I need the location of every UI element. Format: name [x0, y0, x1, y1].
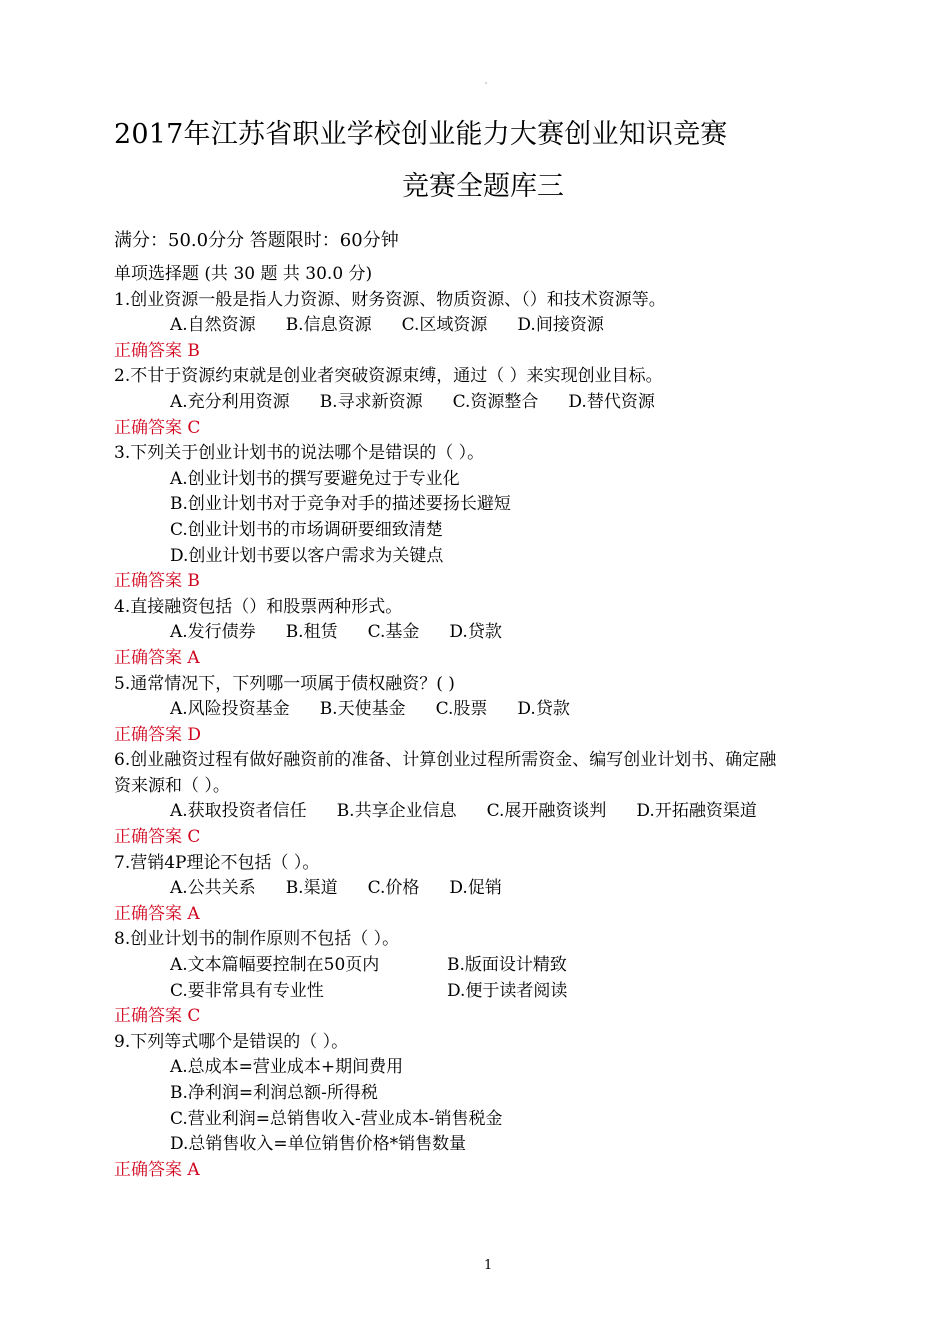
question-6-line-1: 6.创业融资过程有做好融资前的准备、计算创业过程所需资金、编写创业计划书、确定融 — [114, 750, 777, 771]
option-c: C.价格 — [367, 878, 420, 899]
question-6-options — [114, 799, 874, 825]
option-a: A.获取投资者信任 — [170, 801, 307, 822]
answer-2: 正确答案 C — [114, 417, 201, 438]
option-c: C.创业计划书的市场调研要细致清楚 — [170, 519, 443, 540]
question-6-line-2: 资来源和（ ）。 — [114, 775, 230, 796]
option-d: D.总销售收入=单位销售价格*销售数量 — [170, 1134, 467, 1155]
question-3: 3.下列关于创业计划书的说法哪个是错误的（ ）。 — [114, 443, 485, 464]
option-b: B.租赁 — [285, 622, 338, 643]
question-4: 4.直接融资包括（）和股票两种形式。 — [114, 596, 403, 617]
option-b: B.净利润=利润总额-所得税 — [170, 1083, 378, 1103]
option-a: A.风险投资基金 — [170, 699, 290, 720]
exam-meta: 满分：50.0分分 答题限时：60分钟 — [114, 230, 399, 251]
option-d: D.创业计划书要以客户需求为关键点 — [170, 545, 444, 566]
question-9: 9.下列等式哪个是错误的（ ）。 — [114, 1031, 349, 1052]
answer-6: 正确答案 C — [114, 827, 201, 848]
option-c: C.资源整合 — [452, 391, 539, 412]
option-a: A.公共关系 — [170, 878, 256, 899]
question-1: 1.创业资源一般是指人力资源、财务资源、物质资源、（）和技术资源等。 — [114, 289, 666, 310]
scan-dot — [485, 82, 487, 84]
answer-1: 正确答案 B — [114, 340, 200, 361]
document-subtitle: 竞赛全题库三 — [402, 171, 564, 202]
option-b: B.信息资源 — [285, 315, 372, 336]
answer-4: 正确答案 A — [114, 647, 200, 668]
question-5: 5.通常情况下，下列哪一项属于债权融资？( ) — [114, 673, 455, 694]
option-a: A.创业计划书的撰写要避免过于专业化 — [170, 468, 460, 489]
option-c: C.要非常具有专业性 — [170, 980, 324, 1001]
option-b: B.版面设计精致 — [447, 955, 567, 976]
answer-8: 正确答案 C — [114, 1006, 201, 1027]
option-d: D.贷款 — [517, 699, 570, 720]
page-number: 1 — [484, 1258, 493, 1273]
question-2-options — [114, 390, 874, 416]
option-d: D.便于读者阅读 — [447, 980, 568, 1001]
question-8-options — [114, 953, 874, 1004]
option-b: B.创业计划书对于竞争对手的描述要扬长避短 — [170, 494, 511, 515]
question-list — [114, 262, 874, 1183]
answer-5: 正确答案 D — [114, 724, 202, 745]
question-2: 2.不甘于资源约束就是创业者突破资源束缚，通过（ ）来实现创业目标。 — [114, 366, 663, 387]
option-c: C.基金 — [367, 622, 420, 643]
question-7-options — [114, 876, 874, 902]
option-d: D.促销 — [449, 878, 502, 899]
option-a: A.发行债券 — [170, 622, 256, 643]
option-b: B.共享企业信息 — [336, 801, 457, 822]
option-a: A.自然资源 — [170, 315, 256, 336]
option-b: B.渠道 — [285, 878, 338, 899]
question-5-options — [114, 697, 874, 723]
question-8: 8.创业计划书的制作原则不包括（ ）。 — [114, 929, 400, 950]
question-1-options — [114, 313, 874, 339]
answer-9: 正确答案 A — [114, 1159, 200, 1180]
answer-7: 正确答案 A — [114, 903, 200, 924]
option-c: C.区域资源 — [401, 315, 488, 336]
option-a: A.总成本=营业成本+期间费用 — [170, 1057, 404, 1078]
option-a: A.文本篇幅要控制在50页内 — [170, 955, 380, 976]
option-c: C.展开融资谈判 — [486, 801, 607, 822]
option-d: D.替代资源 — [568, 391, 655, 412]
option-a: A.充分利用资源 — [170, 391, 290, 412]
question-7: 7.营销4P理论不包括（ ）。 — [114, 852, 320, 873]
option-b: B.寻求新资源 — [319, 391, 423, 412]
question-4-options — [114, 620, 874, 646]
document-title: 2017年江苏省职业学校创业能力大赛创业知识竞赛 — [114, 119, 728, 150]
option-b: B.天使基金 — [319, 699, 406, 720]
section-heading: 单项选择题 (共 30 题 共 30.0 分) — [114, 264, 373, 284]
option-d: D.间接资源 — [517, 315, 604, 336]
option-c: C.营业利润=总销售收入-营业成本-销售税金 — [170, 1108, 503, 1129]
answer-3: 正确答案 B — [114, 571, 200, 592]
option-d: D.开拓融资渠道 — [636, 801, 757, 822]
option-d: D.贷款 — [449, 622, 502, 643]
option-c: C.股票 — [435, 699, 488, 720]
